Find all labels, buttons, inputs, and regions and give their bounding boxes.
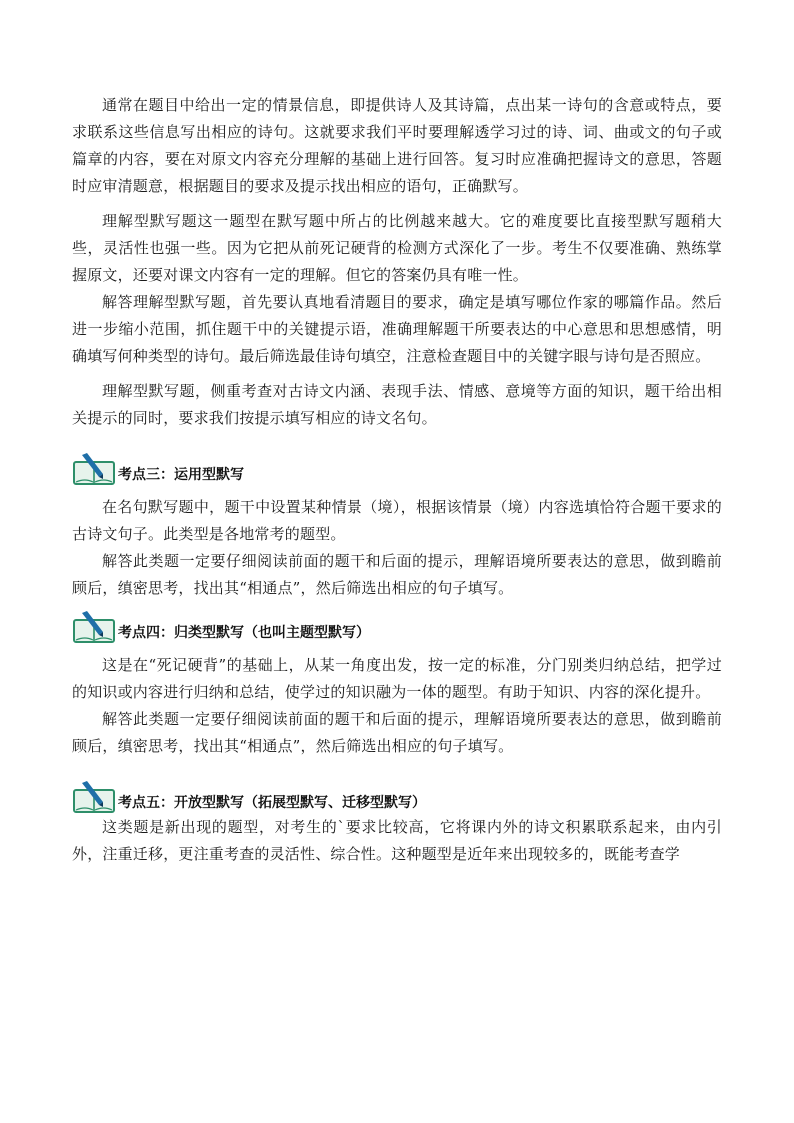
paragraph-4: 理解型默写题，侧重考查对古诗文内涵、表现手法、情感、意境等方面的知识，题干给出相关提示的同时，要求我们按提示填写相应的诗文名句。: [72, 382, 722, 427]
paragraph-7: 这是在“死记硬背”的基础上，从某一角度出发，按一定的标准，分门别类归纳总结，把学过的知识或内容进行归纳和总结，使学过的知识融为一体的题型。有助于知识、内容的深化提升。: [72, 656, 722, 701]
section-title-3: 考点三：运用型默写: [118, 467, 244, 483]
paragraph-3: 解答理解型默写题，首先要认真地看清题目的要求，确定是填写哪位作家的哪篇作品。然后进一步缩小范围，抓住题干中的关键提示语，准确理解题干所要表达的中心意思和思想感情，明确填写何种类型的诗句。最后筛选最佳诗句填空，注意检查题目中的关键字眼与诗句是否照应。: [72, 293, 722, 365]
book-pen-icon: [72, 452, 118, 486]
paragraph-2: 理解型默写题这一题型在默写题中所占的比例越来越大。它的难度要比直接型默写题稍大些，灵活性也强一些。因为它把从前死记硬背的检测方式深化了一步。考生不仅要准确、熟练掌握原文，还要对课文内容有一定的理解。但它的答案仍具有唯一性。: [72, 212, 722, 284]
section-heading-3: [72, 452, 722, 486]
section-title-5: 考点五：开放型默写（拓展型默写、迁移型默写）: [118, 795, 426, 811]
paragraph-6: 解答此类题一定要仔细阅读前面的题干和后面的提示，理解语境所要表达的意思，做到瞻前顾后，缜密思考，找出其“相通点”，然后筛选出相应的句子填写。: [72, 552, 722, 597]
paragraph-5: 在名句默写题中，题干中设置某种情景（境），根据该情景（境）内容选填恰符合题干要求的古诗文句子。此类型是各地常考的题型。: [72, 498, 722, 543]
book-pen-icon: [72, 780, 118, 814]
section-heading-4: [72, 610, 722, 644]
book-pen-icon: [72, 610, 118, 644]
paragraph-8: 解答此类题一定要仔细阅读前面的题干和后面的提示，理解语境所要表达的意思，做到瞻前顾后，缜密思考，找出其“相通点”，然后筛选出相应的句子填写。: [72, 710, 722, 755]
section-title-4: 考点四：归类型默写（也叫主题型默写）: [118, 625, 370, 641]
section-heading-5: [72, 780, 722, 814]
paragraph-1: 通常在题目中给出一定的情景信息，即提供诗人及其诗篇，点出某一诗句的含意或特点，要求联系这些信息写出相应的诗句。这就要求我们平时要理解透学习过的诗、词、曲或文的句子或篇章的内容，要在对原文内容充分理解的基础上进行回答。复习时应准确把握诗文的意思，答题时应审清题意，根据题目的要求及提示找出相应的语句，正确默写。: [72, 96, 722, 195]
paragraph-9: 这类题是新出现的题型，对考生的`要求比较高，它将课内外的诗文积累联系起来，由内引外，注重迁移，更注重考查的灵活性、综合性。这种题型是近年来出现较多的，既能考查学: [72, 818, 722, 863]
document-page: [72, 92, 722, 868]
